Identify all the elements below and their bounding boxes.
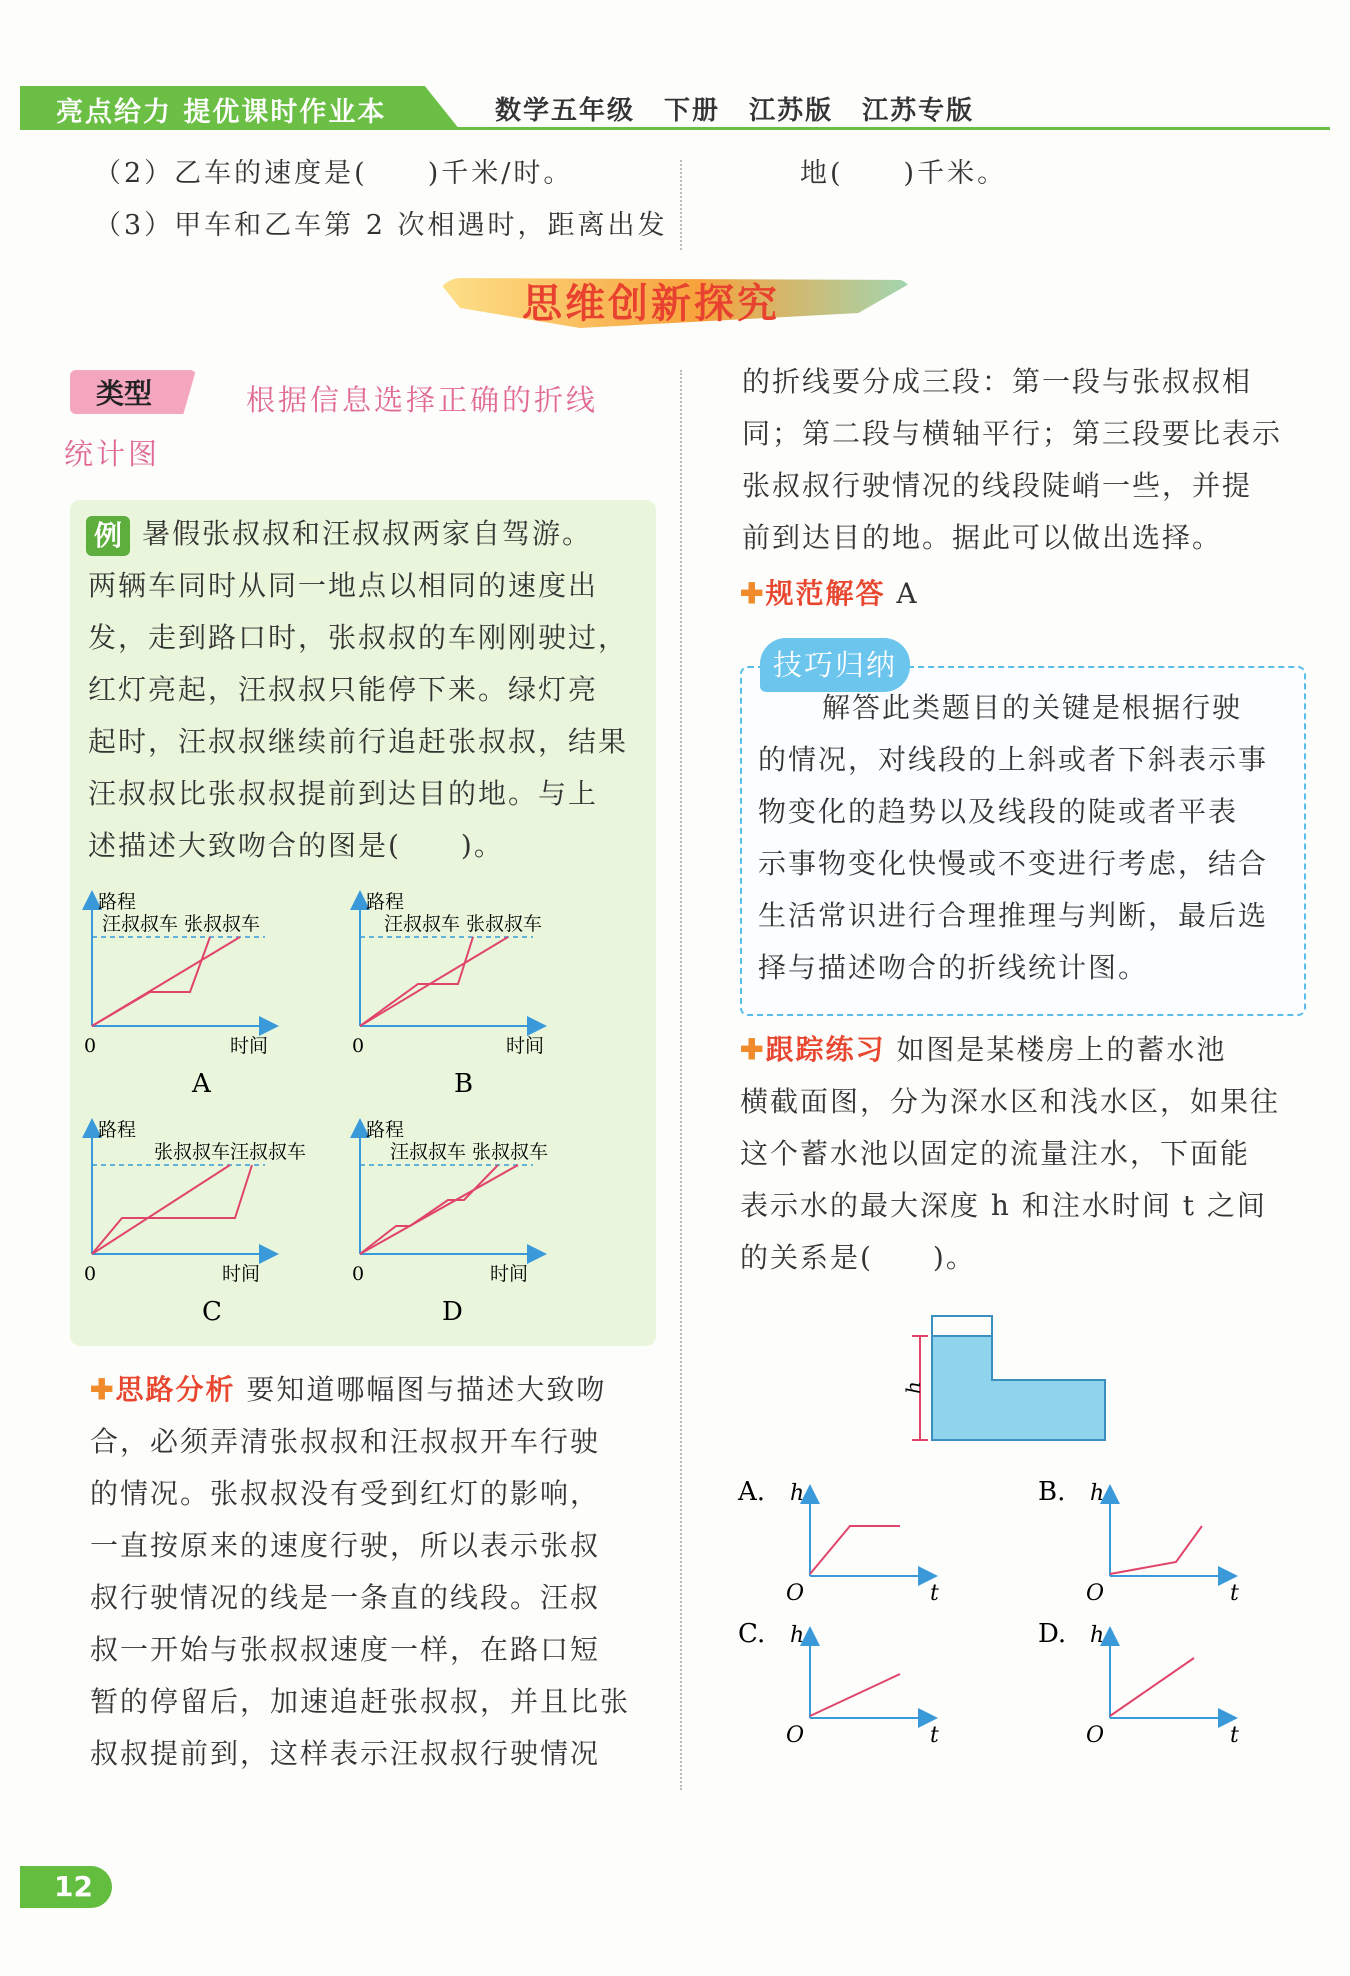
tip-line: 生活常识进行合理推理与判断，最后选: [758, 899, 1269, 932]
chart-c-letter: C: [202, 1297, 222, 1327]
analysis-right-line: 的折线要分成三段：第一段与张叔叔相: [742, 365, 1253, 398]
option-b-x: t: [1230, 1581, 1239, 1606]
tip-line: 择与描述吻合的折线统计图。: [758, 951, 1149, 984]
chart-c-ylabel: 路程: [98, 1119, 137, 1141]
plus-icon: ✚: [90, 1373, 116, 1406]
chart-d-xlabel: 时间: [490, 1263, 529, 1285]
example-line: 汪叔叔比张叔叔提前到达目的地。与上: [88, 777, 599, 810]
chart-b-xlabel: 时间: [506, 1035, 545, 1057]
answer-label: 规范解答: [765, 577, 886, 610]
option-b-letter: B.: [1038, 1477, 1066, 1507]
option-a-y: h: [790, 1481, 805, 1506]
chart-c: [84, 1119, 306, 1327]
chart-c-origin: 0: [84, 1263, 97, 1285]
analysis-right-line: 张叔叔行驶情况的线段陡峭一些，并提: [742, 469, 1253, 502]
example-line: 发，走到路口时，张叔叔的车刚刚驶过，: [88, 621, 629, 654]
chart-d: [352, 1119, 548, 1327]
option-b: [1038, 1477, 1239, 1606]
option-a-letter: A.: [738, 1477, 766, 1507]
question-3: （3）甲车和乙车第 2 次相遇时，距离出发: [94, 210, 668, 241]
practice-line: 的关系是( )。: [740, 1241, 976, 1274]
chart-d-letter: D: [442, 1297, 463, 1327]
practice-line: 这个蓄水池以固定的流量注水，下面能: [740, 1137, 1251, 1170]
option-c-x: t: [930, 1723, 939, 1748]
practice-label: 跟踪练习: [765, 1033, 886, 1066]
tank-h-label: h: [901, 1381, 925, 1394]
answer-line: [740, 568, 919, 620]
chart-a-letter: A: [192, 1069, 211, 1099]
analysis-right-line: 同；第二段与横轴平行；第三段要比表示: [742, 417, 1283, 450]
analysis-line: 的情况。张叔叔没有受到红灯的影响，: [90, 1477, 601, 1510]
chart-a: [84, 891, 275, 1099]
chart-b-ylabel: 路程: [366, 891, 405, 913]
practice-line: 如图是某楼房上的蓄水池: [896, 1033, 1227, 1066]
option-b-y: h: [1090, 1481, 1105, 1506]
option-d-y: h: [1090, 1623, 1105, 1648]
option-a: [737, 1477, 939, 1606]
option-c-y: h: [790, 1623, 805, 1648]
practice-line: 横截面图，分为深水区和浅水区，如果往: [740, 1085, 1281, 1118]
question-3-continued: 地( )千米。: [800, 158, 1008, 189]
banner-title: 思维创新探究: [522, 281, 780, 327]
option-c: [738, 1619, 939, 1748]
analysis-line: 叔叔提前到，这样表示汪叔叔行驶情况: [90, 1737, 601, 1770]
tip-line: 物变化的趋势以及线段的陡或者平表: [758, 795, 1239, 828]
question-2: （2）乙车的速度是( )千米/时。: [94, 158, 574, 189]
analysis-line: 叔行驶情况的线是一条直的线段。汪叔: [90, 1581, 601, 1614]
analysis-first-line: [90, 1364, 606, 1416]
practice-line: 表示水的最大深度 h 和注水时间 t 之间: [740, 1189, 1267, 1222]
wang-line: [92, 937, 210, 1026]
example-line: 述描述大致吻合的图是( )。: [88, 829, 504, 862]
tip-line: 的情况，对线段的上斜或者下斜表示事: [758, 743, 1269, 776]
type-tag-label: 类型: [96, 377, 153, 410]
analysis-line: 暂的停留后，加速追赶张叔叔，并且比张: [90, 1685, 631, 1718]
tip-line: 示事物变化快慢或不变进行考虑，结合: [758, 847, 1269, 880]
option-d-x: t: [1230, 1723, 1239, 1748]
chart-b-legend: 汪叔叔车 张叔叔车: [384, 913, 543, 935]
option-a-x: t: [930, 1581, 939, 1606]
water-tank-figure: [900, 1310, 1120, 1450]
column-divider-top: [680, 160, 682, 250]
option-c-letter: C.: [738, 1619, 766, 1649]
example-line: 两辆车同时从同一地点以相同的速度出: [88, 569, 599, 602]
zhang-line: [92, 1165, 230, 1254]
analysis-label: 思路分析: [115, 1373, 236, 1406]
series-title: 亮点给力 提优课时作业本: [56, 97, 387, 128]
zhang-line: [360, 1165, 518, 1254]
section-banner: [436, 272, 916, 336]
example-line: 暑假张叔叔和汪叔叔两家自驾游。: [142, 517, 593, 550]
chart-c-legend: 张叔叔车汪叔叔车: [154, 1141, 307, 1163]
type-title-line2: 统计图: [64, 437, 161, 471]
chart-a-legend: 汪叔叔车 张叔叔车: [102, 913, 261, 935]
wang-line: [360, 937, 473, 1026]
analysis-right-line: 前到达目的地。据此可以做出选择。: [742, 521, 1223, 554]
option-d: [1038, 1619, 1239, 1748]
chart-d-ylabel: 路程: [366, 1119, 405, 1141]
chart-b-origin: 0: [352, 1035, 365, 1057]
analysis-line: 合，必须弄清张叔叔和汪叔叔开车行驶: [90, 1425, 601, 1458]
chart-b: [352, 891, 544, 1099]
example-line: 起时，汪叔叔继续前行追赶张叔叔，结果: [88, 725, 629, 758]
chart-d-legend: 汪叔叔车 张叔叔车: [390, 1141, 549, 1163]
practice-first-line: [740, 1024, 1226, 1076]
chart-a-ylabel: 路程: [98, 891, 137, 913]
practice-options: [734, 1470, 1294, 1750]
option-b-origin: O: [1086, 1581, 1105, 1606]
plus-icon: ✚: [740, 1033, 766, 1066]
answer-value: A: [896, 577, 919, 610]
wang-line: [360, 1165, 498, 1254]
option-a-origin: O: [786, 1581, 805, 1606]
tip-line: 解答此类题目的关键是根据行驶: [822, 691, 1243, 724]
subject-info: 数学五年级 下册 江苏版 江苏专版: [495, 96, 975, 126]
example-charts: [80, 880, 650, 1340]
type-title-line1: 根据信息选择正确的折线: [246, 383, 599, 417]
analysis-line: 要知道哪幅图与描述大致吻: [246, 1373, 607, 1406]
page-number: 12: [20, 1866, 112, 1908]
option-d-origin: O: [1086, 1723, 1105, 1748]
zhang-line: [360, 937, 508, 1026]
tip-label: 技巧归纳: [760, 638, 910, 692]
example-badge: 例: [86, 516, 130, 556]
chart-d-origin: 0: [352, 1263, 365, 1285]
chart-a-origin: 0: [84, 1035, 97, 1057]
option-c-origin: O: [786, 1723, 805, 1748]
chart-b-letter: B: [454, 1069, 474, 1099]
wang-line: [92, 1165, 252, 1254]
analysis-line: 一直按原来的速度行驶，所以表示张叔: [90, 1529, 601, 1562]
column-divider: [680, 370, 682, 1790]
chart-a-xlabel: 时间: [230, 1035, 269, 1057]
plus-icon: ✚: [740, 577, 766, 610]
example-line: 红灯亮起，汪叔叔只能停下来。绿灯亮: [88, 673, 599, 706]
analysis-line: 叔一开始与张叔叔速度一样，在路口短: [90, 1633, 601, 1666]
chart-c-xlabel: 时间: [222, 1263, 261, 1285]
option-d-letter: D.: [1038, 1619, 1067, 1649]
